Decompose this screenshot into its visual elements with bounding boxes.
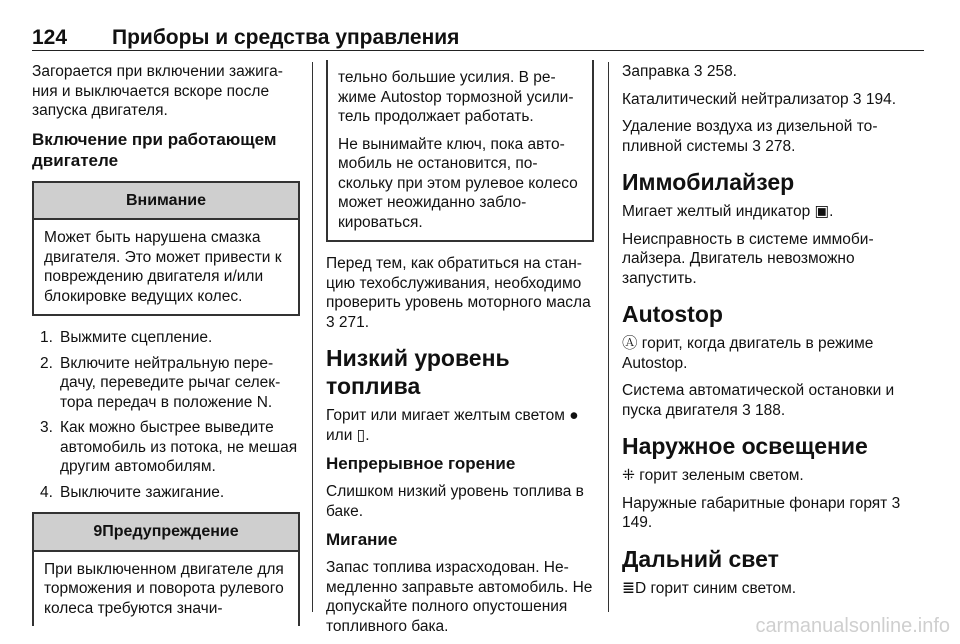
warning-continued-text: тельно большие усилия. В режиме Autostop тормозной усилитель продолжает работать. — [338, 69, 574, 125]
lighting-text-1: ⁜ горит зеленым светом. — [622, 467, 804, 484]
ref-catalytic: Каталитический нейтрализатор 3 194. — [622, 90, 896, 108]
subheading-continuous: Непрерывное горение — [326, 454, 516, 473]
page-header — [32, 26, 459, 50]
column-3 — [622, 62, 922, 606]
column-1 — [32, 62, 300, 638]
lighting-text-2: Наружные габаритные фонари горят 3 149. — [622, 494, 901, 531]
header-rule — [32, 50, 924, 51]
steps-list — [32, 328, 300, 502]
column-2 — [326, 62, 594, 644]
heading-autostop: Autostop — [622, 301, 723, 327]
continuous-text: Слишком низкий уровень топлива в баке. — [326, 483, 584, 520]
list-item: 4. Выключите зажигание. — [40, 483, 225, 501]
watermark: carmanualsonline.info — [755, 615, 950, 637]
subheading-flashing: Мигание — [326, 530, 398, 549]
immobiliser-text-1: Мигает желтый индикатор ▣. — [622, 203, 834, 220]
immobiliser-text-2: Неисправность в системе иммобилайзера. Двигатель невозможно запустить. — [622, 230, 874, 287]
heading-high-beam: Дальний свет — [622, 545, 779, 572]
column-divider — [312, 62, 313, 612]
warning-icon: 9 — [93, 523, 103, 540]
warning-continued-text-2: Не вынимайте ключ, пока автомобиль не остановится, поскольку при этом рулевое колесо может неожиданно заблокироваться. — [338, 135, 578, 231]
heading-exterior-lighting: Наружное освещение — [622, 433, 868, 459]
high-beam-text: ≣D горит синим светом. — [622, 579, 797, 597]
oil-check-paragraph: Перед тем, как обратиться на станцию техобслуживания, необходимо проверить уровень моторного масла 3 271. — [326, 255, 591, 331]
ref-refuelling: Заправка 3 258. — [622, 63, 737, 80]
notice-title: Внимание — [34, 183, 298, 221]
subheading-engine-running: Включение при работающем двигателе — [32, 129, 277, 170]
intro-paragraph: Загорается при включении зажигания и выключается вскоре после запуска двигателя. — [32, 63, 283, 119]
autostop-text-1: Ⓐ горит, когда двигатель в режиме Autostop. — [622, 335, 874, 372]
heading-low-fuel: Низкий уровень топлива — [326, 345, 510, 399]
flashing-text: Запас топлива израсходован. Немедленно заправьте автомобиль. Не допускайте полного опустошения топливного бака. — [326, 559, 593, 635]
list-item: 2. Включите нейтральную передачу, переведите рычаг селектора передач в положение N. — [40, 354, 281, 411]
warning-body: При выключенном двигателе для торможения и поворота рулевого колеса требуются значи- — [44, 560, 284, 617]
warning-title: 9Предупреждение — [34, 514, 298, 552]
column-divider — [608, 62, 609, 612]
page-number: 124 — [32, 26, 68, 49]
ref-diesel: Удаление воздуха из дизельной топливной системы 3 278. — [622, 118, 878, 155]
list-item: 1. Выжмите сцепление. — [40, 329, 213, 346]
heading-immobiliser: Иммобилайзер — [622, 169, 795, 195]
warning-box — [32, 512, 300, 626]
autostop-text-2: Система автоматической остановки и пуска двигателя 3 188. — [622, 382, 895, 419]
notice-box — [32, 181, 300, 317]
low-fuel-text: Горит или мигает желтым светом ● или ▯. — [326, 407, 579, 444]
page-title: Приборы и средства управления — [112, 26, 460, 49]
list-item: 3. Как можно быстрее выведите автомобиль из потока, не мешая другим автомобилям. — [40, 419, 298, 475]
warning-box-continued — [326, 60, 594, 242]
notice-body: Может быть нарушена смазка двигателя. Это может привести к повреждению двигателя и/или блокировке ведущих колес. — [44, 229, 282, 305]
